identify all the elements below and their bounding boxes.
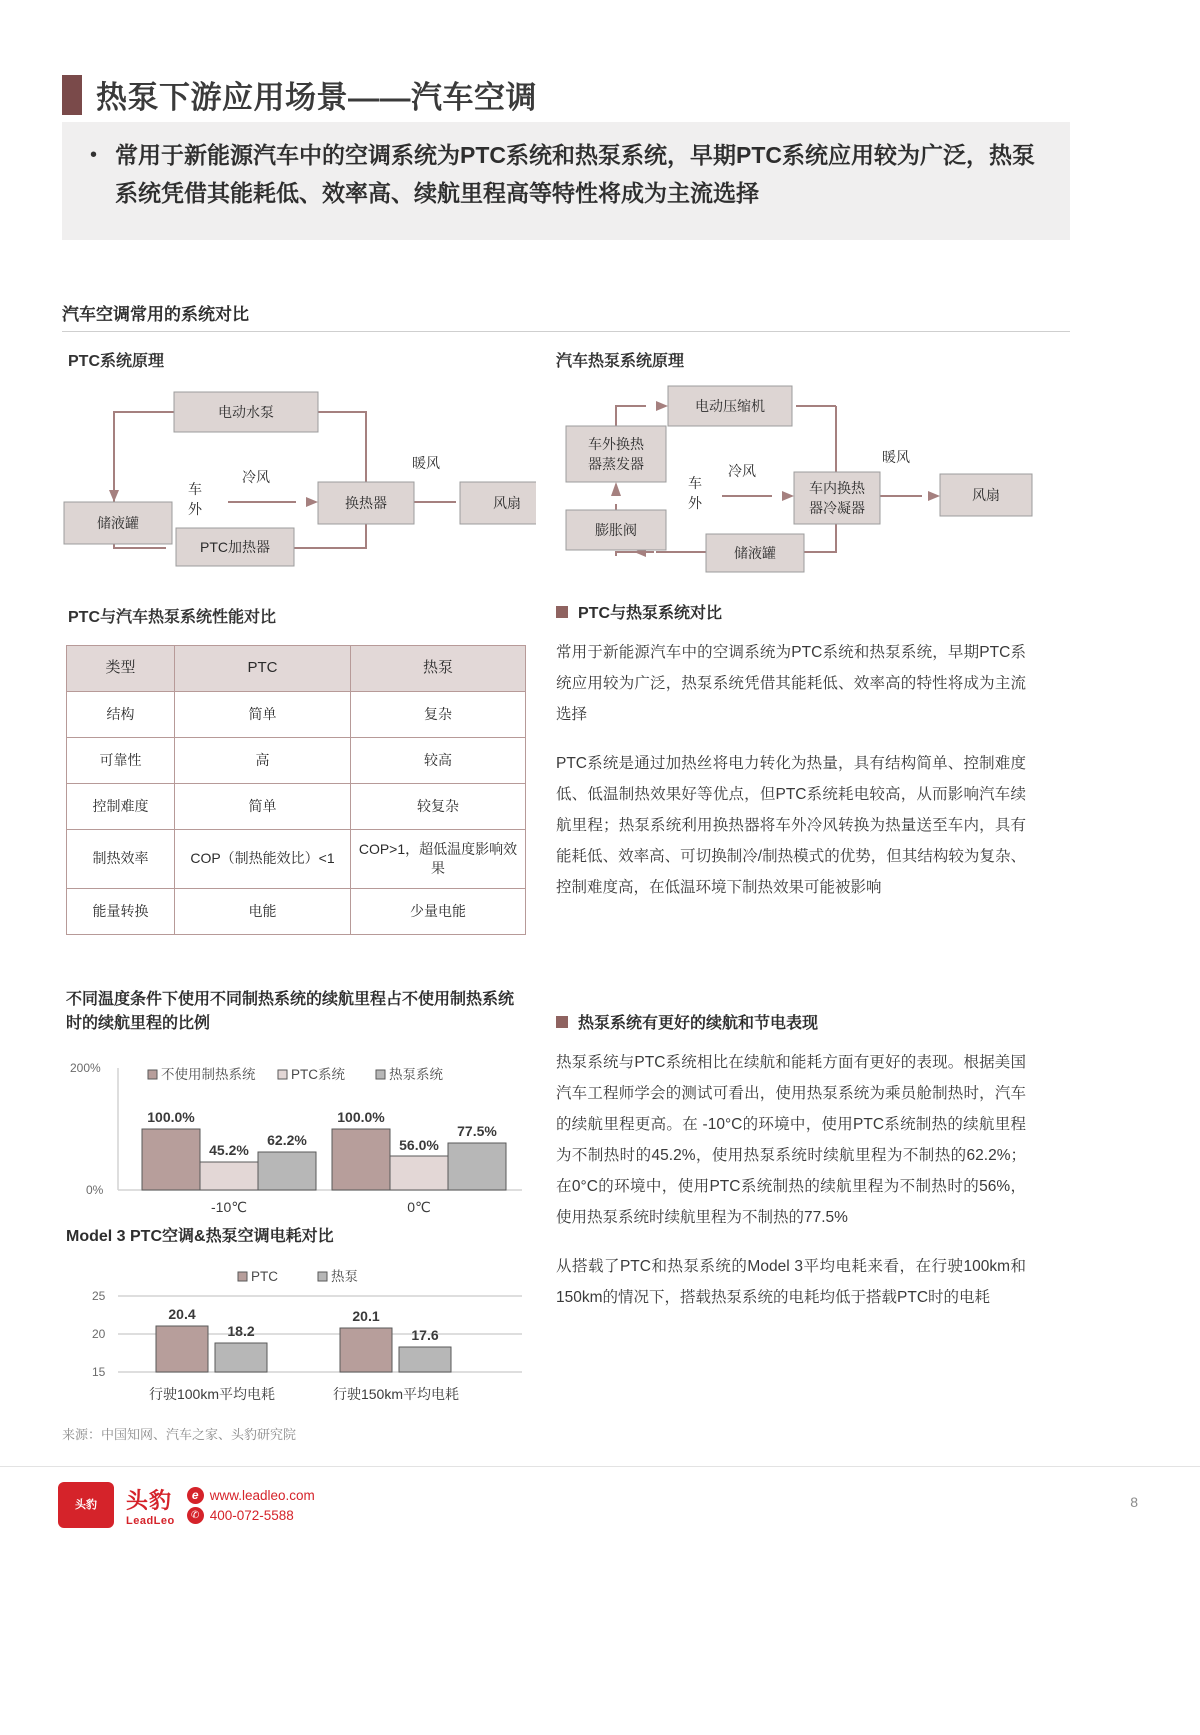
footer-divider bbox=[0, 1466, 1200, 1467]
cell-type: 制热效率 bbox=[67, 830, 175, 889]
table-row bbox=[67, 738, 526, 784]
globe-icon: e bbox=[187, 1487, 204, 1504]
chart2-value-hp-2: 17.6 bbox=[411, 1327, 439, 1343]
arrow-coldair-hp bbox=[782, 491, 794, 501]
cell-type: 能量转换 bbox=[67, 888, 175, 934]
bullet-square-icon bbox=[556, 606, 568, 618]
node-outdoor-evaporator bbox=[566, 426, 666, 482]
node-expansion-valve-label: 膨胀阀 bbox=[595, 522, 637, 538]
label-outside-ptc-2: 外 bbox=[188, 501, 202, 517]
label-cold-air-ptc: 冷风 bbox=[242, 469, 270, 485]
table-row bbox=[67, 888, 526, 934]
node-exchanger-label: 换热器 bbox=[345, 495, 387, 511]
right-block-1 bbox=[556, 600, 1026, 921]
page-title bbox=[62, 72, 537, 117]
chart1-legend-label-3: 热泵系统 bbox=[389, 1067, 443, 1082]
label-outside-hp-2: 外 bbox=[688, 495, 702, 511]
chart1-legend-label-2: PTC系统 bbox=[291, 1067, 345, 1082]
ptc-diagram-title: PTC系统原理 bbox=[68, 353, 165, 370]
node-outdoor-evaporator-label-2: 器蒸发器 bbox=[588, 456, 644, 472]
chart2-ytick-15: 15 bbox=[92, 1365, 106, 1379]
table-header-hp: 热泵 bbox=[351, 646, 526, 692]
hp-diagram-title: 汽车热泵系统原理 bbox=[556, 353, 685, 370]
range-ratio-bar-chart bbox=[60, 1050, 530, 1225]
cell-hp: COP>1，超低温度影响效果 bbox=[351, 830, 526, 889]
chart1-legend-swatch-2 bbox=[278, 1070, 287, 1079]
source-note: 来源：中国知网、汽车之家、头豹研究院 bbox=[62, 1427, 297, 1442]
cell-hp: 较复杂 bbox=[351, 784, 526, 830]
chart2-legend-label-1: PTC bbox=[251, 1269, 278, 1284]
chart1-legend-swatch-1 bbox=[148, 1070, 157, 1079]
node-pump-label: 电动水泵 bbox=[218, 404, 274, 420]
comparison-table-title: PTC与汽车热泵系统性能对比 bbox=[68, 609, 277, 626]
footer bbox=[58, 1482, 315, 1528]
node-fan-label: 风扇 bbox=[493, 495, 521, 511]
label-warm-air-hp: 暖风 bbox=[882, 449, 910, 465]
node-tank-label: 储液罐 bbox=[97, 515, 139, 531]
table-row bbox=[67, 830, 526, 889]
leadleo-logo-icon: 头豹 bbox=[58, 1482, 114, 1528]
cell-ptc: 简单 bbox=[175, 692, 351, 738]
cell-ptc: 简单 bbox=[175, 784, 351, 830]
right-block-2-heading-text: 热泵系统有更好的续航和节电表现 bbox=[578, 1015, 819, 1032]
table-header-ptc: PTC bbox=[175, 646, 351, 692]
chart1-ytick-200: 200% bbox=[70, 1061, 101, 1075]
arrow-to-compressor bbox=[656, 401, 668, 411]
chart1-category-1: -10℃ bbox=[211, 1199, 247, 1215]
chart1-ytick-0: 0% bbox=[86, 1183, 104, 1197]
chart2-legend-label-2: 热泵 bbox=[331, 1269, 358, 1284]
node-fan-hp-label: 风扇 bbox=[972, 487, 1000, 503]
node-indoor-condenser-label-2: 器冷凝器 bbox=[809, 500, 865, 516]
chart1-bar-ptc-1 bbox=[200, 1162, 258, 1190]
comparison-table bbox=[66, 645, 526, 935]
heatpump-system-diagram bbox=[546, 376, 1046, 586]
connector-exchanger-to-pump bbox=[318, 412, 366, 482]
chart1-value-ptc-2: 56.0% bbox=[399, 1137, 439, 1153]
footer-phone: 400-072-5588 bbox=[209, 1507, 294, 1523]
arrow-valve-to-evap bbox=[611, 482, 621, 496]
table-header-row bbox=[67, 646, 526, 692]
chart2-title: Model 3 PTC空调&热泵空调电耗对比 bbox=[66, 1228, 334, 1245]
cell-ptc: 高 bbox=[175, 738, 351, 784]
cell-ptc: 电能 bbox=[175, 888, 351, 934]
label-cold-air-hp: 冷风 bbox=[728, 463, 756, 479]
page-number: 8 bbox=[1130, 1494, 1138, 1510]
right-block-2-para-2: 从搭载了PTC和热泵系统的Model 3平均电耗来看，在行驶100km和150km的情况下，搭载热泵系统的电耗均低于搭载PTC时的电耗 bbox=[556, 1258, 1026, 1306]
right-block-1-heading bbox=[556, 600, 1026, 623]
connector-tank-to-pump bbox=[114, 412, 174, 502]
chart2-legend-swatch-2 bbox=[318, 1272, 327, 1281]
chart1-bar-ptc-2 bbox=[390, 1156, 448, 1190]
ptc-system-diagram bbox=[56, 376, 536, 586]
section-heading bbox=[62, 300, 1070, 332]
chart2-bar-hp-2 bbox=[399, 1347, 451, 1372]
cell-type: 可靠性 bbox=[67, 738, 175, 784]
chart1-legend-label-1: 不使用制热系统 bbox=[161, 1067, 256, 1082]
node-compressor-label: 电动压缩机 bbox=[695, 398, 765, 414]
chart2-bar-ptc-1 bbox=[156, 1326, 208, 1372]
model3-energy-bar-chart bbox=[60, 1262, 530, 1417]
chart1-bar-none-2 bbox=[332, 1129, 390, 1190]
chart2-value-ptc-2: 20.1 bbox=[352, 1308, 380, 1324]
right-block-2-heading bbox=[556, 1010, 1026, 1033]
title-accent-bar bbox=[62, 75, 82, 115]
right-block-2 bbox=[556, 1010, 1026, 1331]
cell-hp: 较高 bbox=[351, 738, 526, 784]
cell-type: 控制难度 bbox=[67, 784, 175, 830]
chart2-ytick-25: 25 bbox=[92, 1289, 106, 1303]
table-row bbox=[67, 784, 526, 830]
footer-website-line[interactable] bbox=[187, 1487, 315, 1504]
chart1-bar-hp-1 bbox=[258, 1152, 316, 1190]
footer-phone-line bbox=[187, 1507, 315, 1524]
chart1-title: 不同温度条件下使用不同制热系统的续航里程占不使用制热系统时的续航里程的比例 bbox=[66, 991, 515, 1032]
phone-icon: ✆ bbox=[187, 1507, 204, 1524]
cell-type: 结构 bbox=[67, 692, 175, 738]
footer-website[interactable]: www.leadleo.com bbox=[209, 1487, 315, 1503]
chart2-value-hp-1: 18.2 bbox=[227, 1323, 255, 1339]
node-ptc-heater-label: PTC加热器 bbox=[200, 539, 270, 555]
cell-hp: 复杂 bbox=[351, 692, 526, 738]
arrow-to-fan-hp bbox=[928, 491, 940, 501]
right-block-2-para-1: 热泵系统与PTC系统相比在续航和能耗方面有更好的表现。根据美国汽车工程师学会的测试可看出，使用热泵系统为乘员舱制热时，汽车的续航里程更高。在 -10°C的环境中，使用PTC系统制热的续航里程为不制热时的45.2%，使用热泵系统时续航里程为不制热的62.2%；在0°C的环境中，使用PTC系统制热的续航里程为不制热时的56%，使用热泵系统时续航里程为不制热的77.5% bbox=[556, 1054, 1026, 1226]
section-divider bbox=[62, 331, 1070, 332]
chart1-legend-swatch-3 bbox=[376, 1070, 385, 1079]
page-title-text: 热泵下游应用场景——汽车空调 bbox=[96, 80, 537, 115]
cell-hp: 少量电能 bbox=[351, 888, 526, 934]
table-header-type: 类型 bbox=[67, 646, 175, 692]
bullet-icon: • bbox=[90, 144, 98, 166]
label-warm-air-ptc: 暖风 bbox=[412, 455, 440, 471]
chart2-ytick-20: 20 bbox=[92, 1327, 106, 1341]
label-outside-ptc-1: 车 bbox=[188, 481, 202, 497]
chart1-value-none-2: 100.0% bbox=[337, 1109, 385, 1125]
arrow-coldair bbox=[306, 497, 318, 507]
chart1-category-2: 0℃ bbox=[407, 1199, 431, 1215]
section-heading-text: 汽车空调常用的系统对比 bbox=[62, 305, 249, 324]
right-block-1-heading-text: PTC与热泵系统对比 bbox=[578, 605, 723, 622]
bullet-square-icon bbox=[556, 1016, 568, 1028]
table-row bbox=[67, 692, 526, 738]
label-outside-hp-1: 车 bbox=[688, 475, 702, 491]
leadleo-wordmark bbox=[126, 1484, 175, 1527]
connector-valve-side bbox=[616, 552, 654, 556]
chart1-bar-hp-2 bbox=[448, 1143, 506, 1190]
node-tank-hp-label: 储液罐 bbox=[734, 545, 776, 561]
chart2-legend-swatch-1 bbox=[238, 1272, 247, 1281]
logo-cn-text: 头豹 bbox=[126, 1487, 173, 1513]
right-block-1-para-1: 常用于新能源汽车中的空调系统为PTC系统和热泵系统，早期PTC系统应用较为广泛，热泵系统凭借其能耗低、效率高的特性将成为主流选择 bbox=[556, 644, 1026, 723]
chart1-value-hp-2: 77.5% bbox=[457, 1123, 497, 1139]
chart1-value-hp-1: 62.2% bbox=[267, 1132, 307, 1148]
chart1-value-ptc-1: 45.2% bbox=[209, 1142, 249, 1158]
summary-callout bbox=[62, 122, 1070, 240]
logo-en-text: LeadLeo bbox=[126, 1514, 175, 1527]
arrow-to-tank bbox=[109, 490, 119, 502]
chart1-value-none-1: 100.0% bbox=[147, 1109, 195, 1125]
node-outdoor-evaporator-label-1: 车外换热 bbox=[588, 436, 644, 452]
cell-ptc: COP（制热能效比）<1 bbox=[175, 830, 351, 889]
chart2-bar-ptc-2 bbox=[340, 1328, 392, 1372]
summary-text: 常用于新能源汽车中的空调系统为PTC系统和热泵系统，早期PTC系统应用较为广泛，热泵系统凭借其能耗低、效率高、续航里程高等特性将成为主流选择 bbox=[115, 142, 1036, 206]
chart2-category-1: 行驶100km平均电耗 bbox=[148, 1386, 276, 1402]
footer-contact bbox=[187, 1487, 315, 1524]
chart2-bar-hp-1 bbox=[215, 1343, 267, 1372]
chart2-category-2: 行驶150km平均电耗 bbox=[332, 1386, 460, 1402]
chart1-bar-none-1 bbox=[142, 1129, 200, 1190]
chart2-value-ptc-1: 20.4 bbox=[168, 1306, 196, 1322]
node-indoor-condenser-label-1: 车内换热 bbox=[809, 480, 865, 496]
right-block-1-para-2: PTC系统是通过加热丝将电力转化为热量，具有结构简单、控制难度低、低温制热效果好等优点，但PTC系统耗电较高，从而影响汽车续航里程；热泵系统利用换热器将车外冷风转换为热量送至车内，具有能耗低、效率高、可切换制冷/制热模式的优势，但其结构较为复杂、控制难度高，在低温环境下制热效果可能被影响 bbox=[556, 755, 1026, 896]
